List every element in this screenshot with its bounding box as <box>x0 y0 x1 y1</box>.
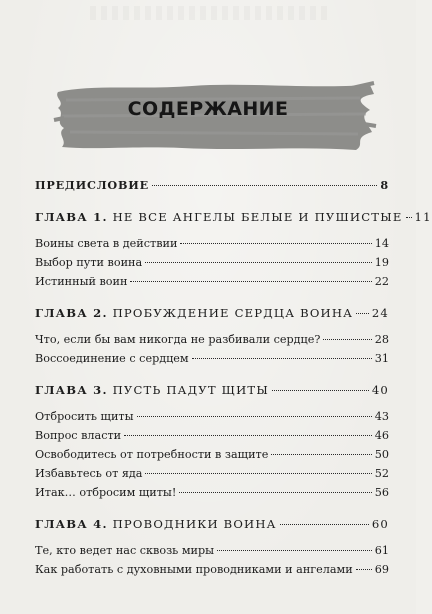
page-number: 50 <box>374 448 389 461</box>
page-number: 24 <box>371 306 389 320</box>
chapter-heading-2 <box>35 304 389 323</box>
page-number: 31 <box>374 352 389 365</box>
chapter-label: ГЛАВА 3. <box>35 383 108 397</box>
page-number: 56 <box>374 486 389 499</box>
section-title: Избавьтесь от яда <box>35 467 143 480</box>
chapter-label: ГЛАВА 1. <box>35 210 108 224</box>
leader-dots <box>280 524 369 525</box>
leader-dots <box>145 262 372 263</box>
page-number: 69 <box>374 563 389 576</box>
section-title: Освободитесь от потребности в защите <box>35 448 269 461</box>
section-title: Истинный воин <box>35 275 128 288</box>
page-title: СОДЕРЖАНИЕ <box>127 98 289 120</box>
leader-dots <box>152 185 377 186</box>
leader-dots <box>217 550 372 551</box>
leader-dots <box>145 473 371 474</box>
leader-dots <box>179 492 371 493</box>
leader-dots <box>180 243 371 244</box>
table-of-contents <box>35 176 432 579</box>
page-number: 60 <box>371 517 389 531</box>
chapter-title: ПУСТЬ ПАДУТ ЩИТЫ <box>112 383 269 397</box>
section-title: Выбор пути воина <box>35 256 143 269</box>
chapter-heading-3 <box>35 381 389 400</box>
toc-entry <box>35 272 389 291</box>
leader-dots <box>271 454 371 455</box>
page-number: 52 <box>374 467 389 480</box>
chapter-heading-1 <box>35 208 432 227</box>
page-number: 28 <box>374 333 389 346</box>
leader-dots <box>406 217 412 218</box>
section-title: Отбросить щиты <box>35 410 134 423</box>
page-number: 8 <box>380 178 389 192</box>
section-title: Как работать с духовными проводниками и ангелами <box>35 563 353 576</box>
toc-entry <box>35 407 389 426</box>
page-number: 43 <box>374 410 389 423</box>
preface-label: ПРЕДИСЛОВИЕ <box>35 178 149 192</box>
toc-entry <box>35 349 389 368</box>
leader-dots <box>356 313 369 314</box>
chapter-heading-4 <box>35 515 389 534</box>
leader-dots <box>356 569 372 570</box>
chapter-title: НЕ ВСЕ АНГЕЛЫ БЕЛЫЕ И ПУШИСТЫЕ <box>112 210 403 224</box>
toc-entry <box>35 464 389 483</box>
chapter-label: ГЛАВА 4. <box>35 517 108 531</box>
chapter-title: ПРОБУЖДЕНИЕ СЕРДЦА ВОИНА <box>112 306 354 320</box>
leader-dots <box>272 390 369 391</box>
leader-dots <box>137 416 372 417</box>
toc-entry <box>35 426 389 445</box>
toc-entry <box>35 483 389 502</box>
section-title: Итак… отбросим щиты! <box>35 486 177 499</box>
section-title: Что, если бы вам никогда не разбивали сердце? <box>35 333 321 346</box>
page-number: 19 <box>374 256 389 269</box>
toc-entry <box>35 445 389 464</box>
page-number: 14 <box>374 237 389 250</box>
section-title: Воссоединение с сердцем <box>35 352 189 365</box>
page-number: 40 <box>371 383 389 397</box>
page-number: 11 <box>414 210 432 224</box>
toc-entry <box>35 330 389 349</box>
leader-dots <box>124 435 372 436</box>
toc-entry <box>35 541 389 560</box>
chapter-title: ПРОВОДНИКИ ВОИНА <box>112 517 277 531</box>
page-number: 61 <box>374 544 389 557</box>
chapter-label: ГЛАВА 2. <box>35 306 108 320</box>
leader-dots <box>323 339 371 340</box>
section-title: Воины света в действии <box>35 237 178 250</box>
toc-entry <box>35 234 389 253</box>
leader-dots <box>130 281 371 282</box>
toc-entry-preface <box>35 176 389 195</box>
page-number: 46 <box>374 429 389 442</box>
leader-dots <box>192 358 372 359</box>
section-title: Те, кто ведет нас сквозь миры <box>35 544 215 557</box>
page-number: 22 <box>374 275 389 288</box>
section-title: Вопрос власти <box>35 429 122 442</box>
toc-entry <box>35 560 389 579</box>
show-through-text <box>90 6 330 20</box>
toc-entry <box>35 253 389 272</box>
